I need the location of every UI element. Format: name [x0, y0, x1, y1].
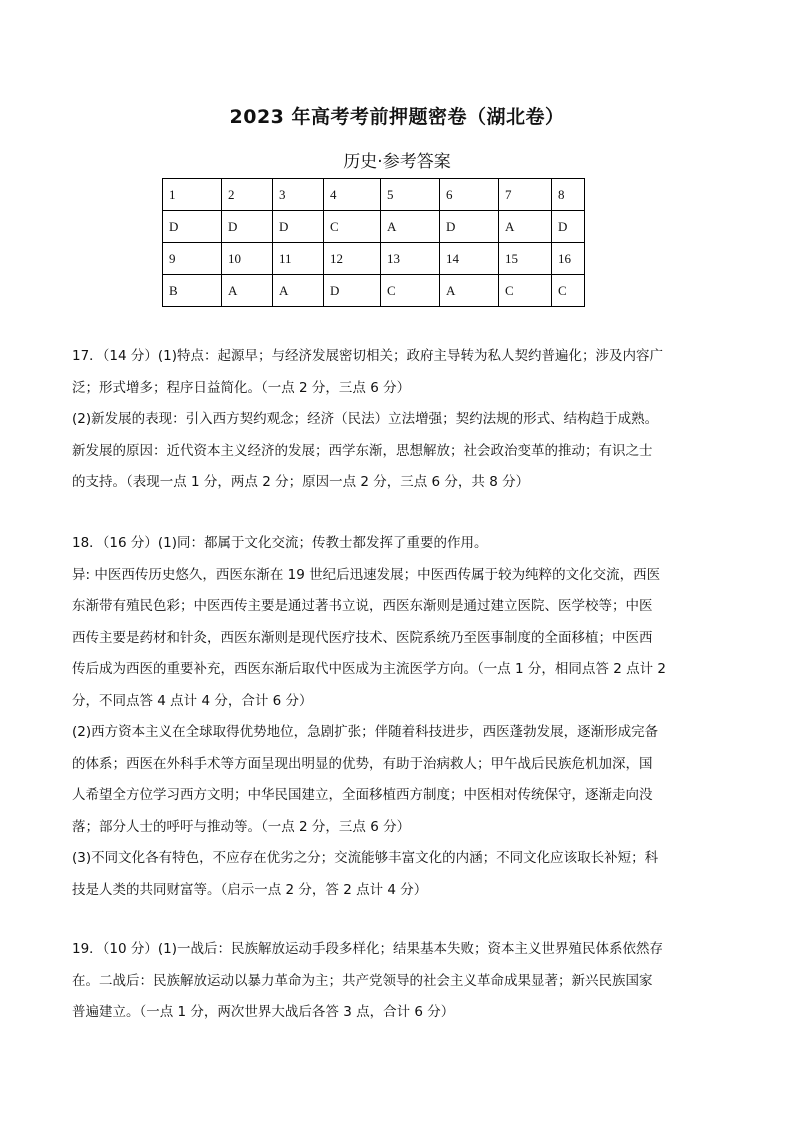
question-17-answer — [72, 341, 722, 499]
answer-line: 落；部分人士的呼吁与推动等。（一点 2 分，三点 6 分） — [72, 818, 411, 835]
answer-line: 新发展的原因：近代资本主义经济的发展；西学东渐，思想解放；社会政治变革的推动；有识之士 — [72, 442, 653, 459]
answer-table — [162, 178, 585, 307]
answer-line: 的支持。（表现一点 1 分，两点 2 分；原因一点 2 分，三点 6 分，共 8 分） — [72, 474, 530, 490]
answer-line: (2)西方资本主义在全球取得优势地位，急剧扩张；伴随着科技进步，西医蓬勃发展，逐渐形成完备 — [72, 724, 659, 740]
answer-line: 人希望全方位学习西方文明；中华民国建立，全面移植西方制度；中医相对传统保守，逐渐走向没 — [72, 787, 653, 803]
answer-line: (3)不同文化各有特色，不应存在优劣之分；交流能够丰富文化的内涵；不同文化应该取长补短；科 — [72, 850, 659, 866]
table-cell: 16 — [552, 243, 585, 275]
table-cell: C — [324, 211, 381, 243]
table-row — [163, 243, 585, 275]
answer-line: 技是人类的共同财富等。（启示一点 2 分，答 2 点计 4 分） — [72, 881, 428, 898]
table-cell: C — [552, 275, 585, 307]
table-cell: 10 — [222, 243, 273, 275]
page-title: 2023 年高考考前押题密卷（湖北卷） — [229, 106, 565, 128]
table-cell: D — [222, 211, 273, 243]
table-cell: C — [381, 275, 440, 307]
table-cell: 5 — [381, 179, 440, 211]
table-row — [163, 179, 585, 211]
answer-line: 在。二战后：民族解放运动以暴力革命为主；共产党领导的社会主义革命成果显著；新兴民族国家 — [72, 972, 653, 989]
answer-line: 18．（16 分）(1)同：都属于文化交流；传教士都发挥了重要的作用。 — [72, 535, 488, 551]
table-cell: C — [499, 275, 552, 307]
table-cell: 2 — [222, 179, 273, 211]
answer-line: 的体系；西医在外科手术等方面呈现出明显的优势，有助于治病救人；甲午战后民族危机加深，国 — [72, 755, 653, 772]
table-cell: A — [222, 275, 273, 307]
table-cell: D — [163, 211, 222, 243]
table-cell: 14 — [440, 243, 499, 275]
table-cell: 11 — [273, 243, 324, 275]
answer-line: 普遍建立。（一点 1 分，两次世界大战后各答 3 点，合计 6 分） — [72, 1004, 455, 1020]
table-cell: 12 — [324, 243, 381, 275]
table-cell: 6 — [440, 179, 499, 211]
answer-line: 19．（10 分）(1)一战后：民族解放运动手段多样化；结果基本失败；资本主义世界殖民体系依然存 — [72, 941, 664, 957]
answer-line: 传后成为西医的重要补充，西医东渐后取代中医成为主流医学方向。（一点 1 分，相同点答 2 点计 2 — [72, 661, 666, 677]
table-cell: D — [440, 211, 499, 243]
answer-line: 东渐带有殖民色彩；中医西传主要是通过著书立说，西医东渐则是通过建立医院、医学校等；中医 — [72, 598, 653, 614]
answer-line: 西传主要是药材和针灸，西医东渐则是现代医疗技术、医院系统乃至医事制度的全面移植；中医西 — [72, 629, 653, 646]
table-cell: A — [381, 211, 440, 243]
table-cell: 7 — [499, 179, 552, 211]
table-row — [163, 211, 585, 243]
answer-line: 泛；形式增多；程序日益简化。（一点 2 分，三点 6 分） — [72, 379, 411, 396]
table-cell: 4 — [324, 179, 381, 211]
table-cell: 15 — [499, 243, 552, 275]
table-cell: 1 — [163, 179, 222, 211]
table-cell: D — [324, 275, 381, 307]
answer-line: (2)新发展的表现：引入西方契约观念；经济（民法）立法增强；契约法规的形式、结构趋于成熟。 — [72, 411, 659, 427]
table-cell: 3 — [273, 179, 324, 211]
answer-line: 17．（14 分）(1)特点：起源早；与经济发展密切相关；政府主导转为私人契约普遍化；涉及内容广 — [72, 348, 664, 364]
table-cell: A — [440, 275, 499, 307]
table-cell: B — [163, 275, 222, 307]
question-18-answer — [72, 528, 722, 906]
table-row — [163, 275, 585, 307]
answer-line: 分，不同点答 4 点计 4 分，合计 6 分） — [72, 692, 313, 709]
page-subtitle: 历史·参考答案 — [343, 152, 451, 172]
answer-line: 异: 中医西传历史悠久，西医东渐在 19 世纪后迅速发展；中医西传属于较为纯粹的文化交流，西医 — [72, 566, 661, 583]
table-cell: 9 — [163, 243, 222, 275]
table-cell: D — [552, 211, 585, 243]
table-cell: 8 — [552, 179, 585, 211]
question-19-answer — [72, 934, 722, 1029]
table-cell: A — [273, 275, 324, 307]
table-cell: A — [499, 211, 552, 243]
table-cell: D — [273, 211, 324, 243]
table-cell: 13 — [381, 243, 440, 275]
